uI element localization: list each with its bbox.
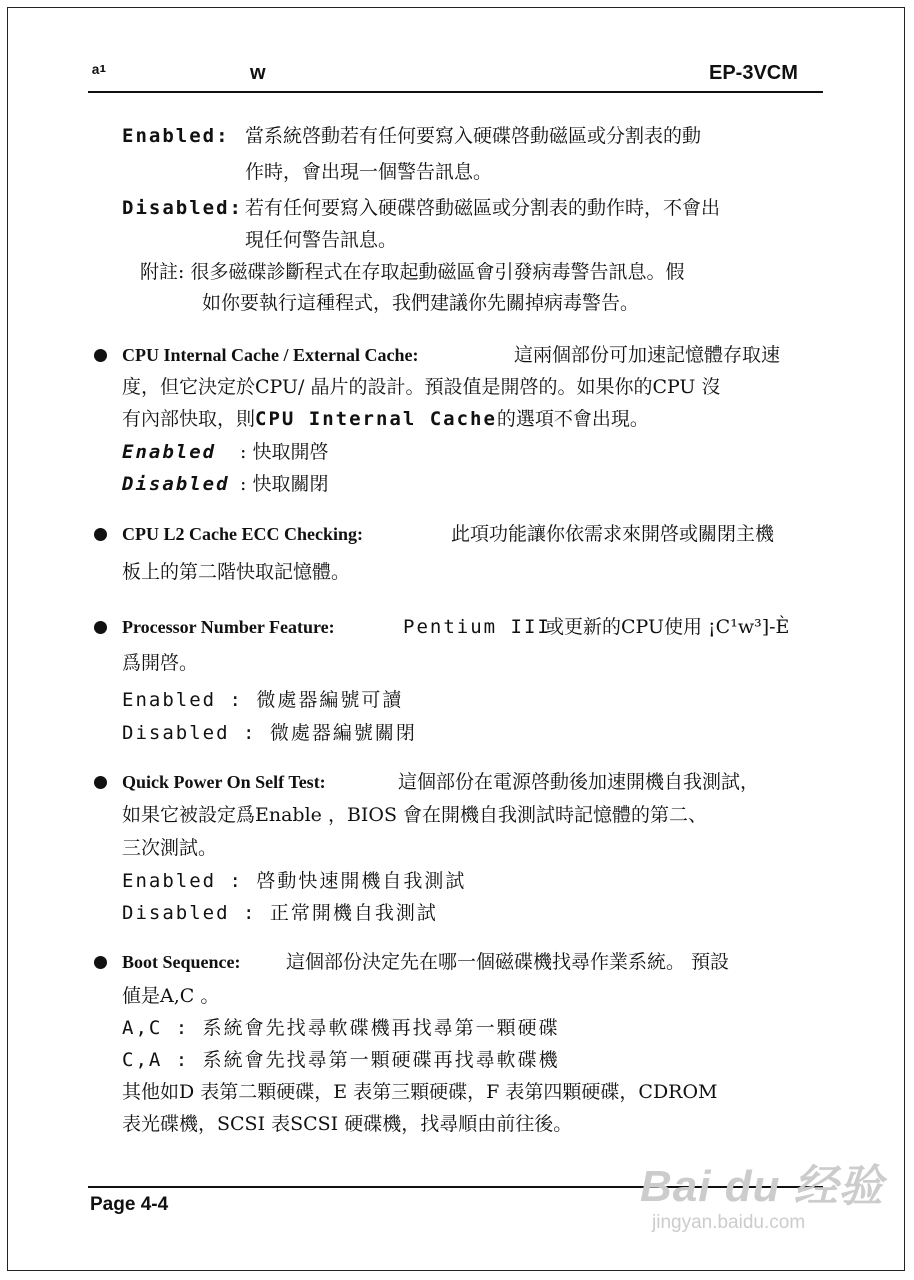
- qpost-opt1: Enabled : 啓動快速開機自我測試: [122, 870, 467, 892]
- boot-title: Boot Sequence:: [122, 952, 241, 972]
- pnf-opt2: Disabled : 微處器編號關閉: [122, 722, 417, 744]
- qpost-opt2: Disabled : 正常開機自我測試: [122, 902, 438, 924]
- watermark: [640, 1150, 884, 1233]
- cpu-cache-opt2-val: : 快取關閉: [240, 473, 329, 495]
- boot-opt1: A,C : 系統會先找尋軟碟機再找尋第一顆硬碟: [122, 1017, 560, 1039]
- cpu-cache-text-3a: 有內部快取，則: [122, 408, 256, 430]
- header-rule: [88, 91, 823, 93]
- boot-text-1: 這個部份決定先在哪一個磁碟機找尋作業系統。 預設: [286, 951, 730, 973]
- pnf-text-2: 爲開啓。: [122, 652, 199, 674]
- ecc-text-1: 此項功能讓你依需求來開啓或關閉主機: [451, 523, 775, 545]
- header-model: EP-3VCM: [709, 62, 798, 84]
- boot-text-2: 値是A,C 。: [122, 985, 220, 1007]
- intro-disabled-text-1: 若有任何要寫入硬碟啓動磁區或分割表的動作時，不會出: [245, 197, 721, 219]
- cpu-cache-opt1-val: : 快取開啓: [240, 441, 329, 463]
- cpu-cache-text-3c: 的選項不會出現。: [496, 408, 649, 430]
- bullet-icon: [94, 956, 107, 969]
- boot-text-4: 表光碟機，SCSI 表SCSI 硬碟機，找尋順由前往後。: [122, 1113, 573, 1135]
- bullet-icon: [94, 349, 107, 362]
- cpu-cache-opt2-key: Disabled: [122, 473, 230, 495]
- page-number: Page 4-4: [90, 1194, 169, 1215]
- header-logo-left: ᵃ¹: [92, 62, 107, 84]
- qpost-text-2: 如果它被設定爲Enable ，BIOS 會在開機自我測試時記憶體的第二、: [122, 804, 708, 826]
- pnf-opt1: Enabled : 微處器編號可讀: [122, 689, 404, 711]
- boot-text-3: 其他如D 表第二顆硬碟，E 表第三顆硬碟，F 表第四顆硬碟，CDROM: [122, 1081, 718, 1103]
- cpu-cache-opt1-key: Enabled: [122, 441, 217, 463]
- cpu-cache-text-3: [122, 407, 649, 431]
- intro-enabled-text-1: 當系統啓動若有任何要寫入硬碟啓動磁區或分割表的動: [245, 125, 702, 147]
- pnf-text-1b: 或更新的CPU使用 ¡C¹w³]-È: [545, 616, 790, 638]
- pnf-title: Processor Number Feature:: [122, 617, 335, 637]
- intro-enabled-text-2: 作時，會出現一個警告訊息。: [245, 161, 493, 183]
- qpost-text-1: 這個部份在電源啓動後加速開機自我測試，: [398, 771, 760, 793]
- cpu-cache-text-2: 度，但它決定於CPU/ 晶片的設計。預設值是開啓的。如果你的CPU 沒: [122, 376, 721, 398]
- intro-note-2: 如你要執行這種程式，我們建議你先關掉病毒警告。: [202, 292, 640, 314]
- ecc-title: CPU L2 Cache ECC Checking:: [122, 524, 363, 544]
- bullet-icon: [94, 528, 107, 541]
- bullet-icon: [94, 776, 107, 789]
- cpu-cache-text-3b: CPU Internal Cache: [255, 408, 497, 430]
- boot-opt2: C,A : 系統會先找尋第一顆硬碟再找尋軟碟機: [122, 1049, 560, 1071]
- watermark-url: jingyan.baidu.com: [652, 1212, 806, 1233]
- pnf-text-1a: Pentium III: [403, 616, 551, 638]
- intro-enabled-key: Enabled:: [122, 125, 230, 147]
- intro-note-1: 附註: 很多磁碟診斷程式在存取起動磁區會引發病毒警告訊息。假: [140, 261, 685, 283]
- cpu-cache-title: CPU Internal Cache / External Cache:: [122, 345, 419, 365]
- header-logo-right: w: [250, 62, 266, 84]
- watermark-brand: Bai du 经验: [640, 1162, 884, 1211]
- intro-disabled-key: Disabled:: [122, 197, 243, 219]
- cpu-cache-text-1: 這兩個部份可加速記憶體存取速: [514, 344, 781, 366]
- qpost-title: Quick Power On Self Test:: [122, 772, 326, 792]
- qpost-text-3: 三次測試。: [122, 837, 218, 859]
- ecc-text-2: 板上的第二階快取記憶體。: [122, 561, 351, 583]
- bullet-icon: [94, 621, 107, 634]
- intro-disabled-text-2: 現任何警告訊息。: [245, 229, 398, 251]
